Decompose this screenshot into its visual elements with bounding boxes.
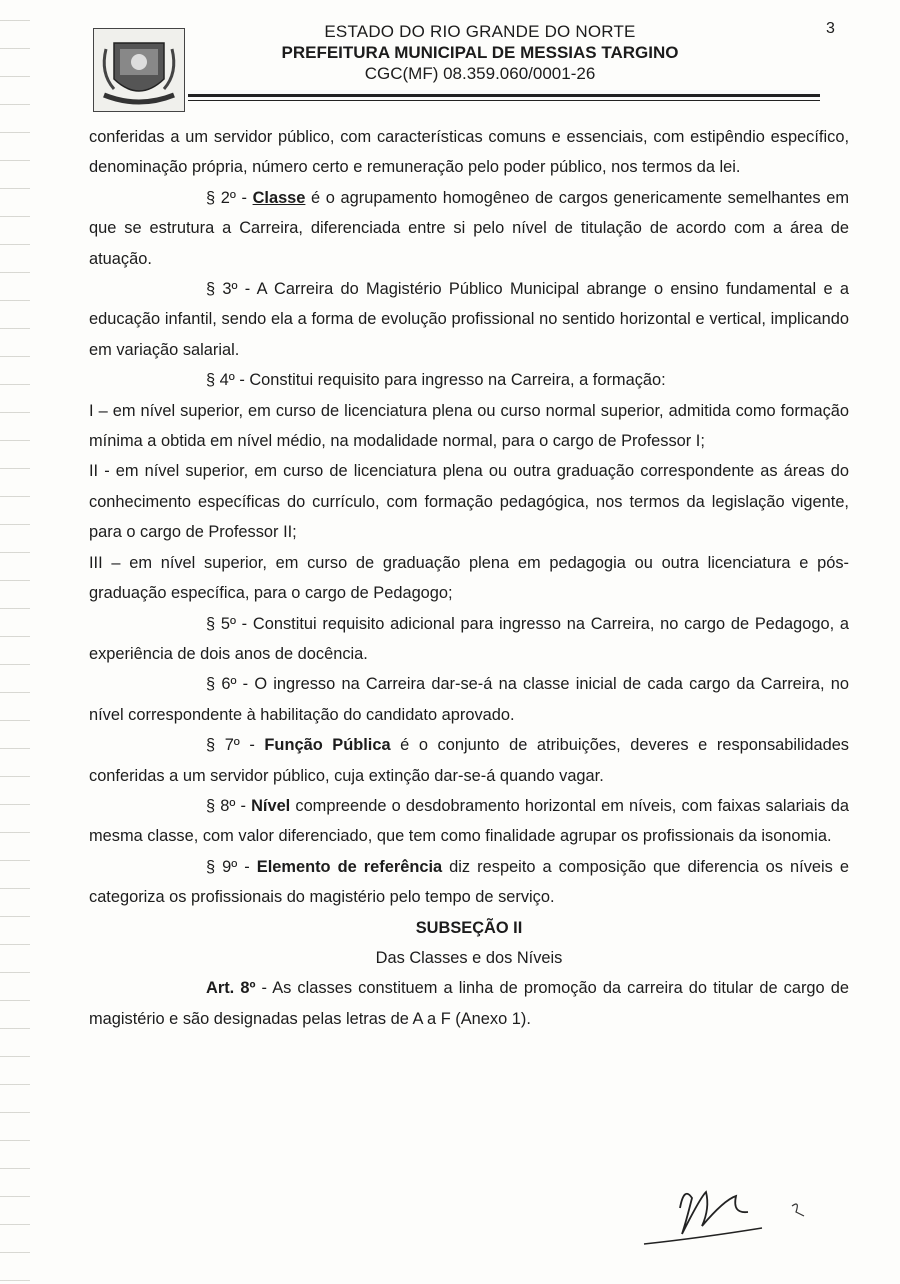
- paragraph-4: § 4º - Constitui requisito para ingresso na Carreira, a formação:: [206, 371, 666, 390]
- paragraph-8: § 8º - Nível compreende o desdobramento horizontal em níveis, com faixas salariais da mesma classe, com valor diferenciado, que tem como finalidade agrupar os profissionais da isonomia.: [89, 796, 849, 846]
- item-ii: II - em nível superior, em curso de licenciatura plena ou outra graduação correspondente as áreas do conhecimento específicas do currículo, com formação pedagógica, nos termos da legislação vigente, para o cargo de Professor II;: [89, 462, 849, 542]
- paragraph-3: § 3º - A Carreira do Magistério Público Municipal abrange o ensino fundamental e a educação infantil, sendo ela a forma de evolução profissional no sentido horizontal e vertical, implicando em variação salarial.: [89, 280, 849, 359]
- term-funcao-publica: Função Pública: [264, 736, 391, 755]
- paragraph-5: § 5º - Constitui requisito adicional para ingresso na Carreira, no cargo de Pedagogo, a experiência de dois anos de docência.: [89, 614, 849, 663]
- term-classe: Classe: [252, 188, 306, 207]
- document-header: [200, 22, 760, 85]
- signature: [640, 1178, 820, 1258]
- header-prefecture: PREFEITURA MUNICIPAL DE MESSIAS TARGINO: [281, 43, 679, 62]
- paragraph-1: conferidas a um servidor público, com características comuns e essenciais, com estipêndio específico, denominação própria, número certo e remuneração pelo poder público, nos termos da lei.: [89, 128, 849, 177]
- term-nivel: Nível: [251, 796, 291, 815]
- subsection-title: SUBSEÇÃO II: [415, 918, 523, 937]
- term-elemento-referencia: Elemento de referência: [256, 857, 443, 876]
- item-i: I – em nível superior, em curso de licenciatura plena ou curso normal superior, admitida como formação mínima a obtida em nível médio, na modalidade normal, para o cargo de Professor I;: [89, 401, 849, 451]
- paragraph-6: § 6º - O ingresso na Carreira dar-se-á na classe inicial de cada cargo da Carreira, no nível correspondente à habilitação do candidato aprovado.: [89, 675, 849, 724]
- document-body: [89, 122, 849, 1034]
- paragraph-2: § 2º - Classe é o agrupamento homogêneo de cargos genericamente semelhantes em que se estrutura a Carreira, diferenciada entre si pelo nível de titulação de acordo com a área de atuação.: [89, 188, 849, 268]
- municipal-crest: [93, 28, 185, 112]
- paragraph-9: § 9º - Elemento de referência diz respeito a composição que diferencia os níveis e categoriza os profissionais do magistério pelo tempo de serviço.: [89, 857, 849, 907]
- header-cgc: CGC(MF) 08.359.060/0001-26: [364, 64, 596, 83]
- subsection-subtitle: Das Classes e dos Níveis: [375, 948, 563, 967]
- article-8: Art. 8º - As classes constituem a linha de promoção da carreira do titular de cargo de magistério e são designadas pelas letras de A a F (Anexo 1).: [89, 979, 849, 1028]
- header-state: ESTADO DO RIO GRANDE DO NORTE: [324, 22, 636, 41]
- header-rule: [188, 94, 820, 101]
- page-number: 3: [826, 20, 835, 37]
- binding-holes: [0, 0, 30, 1284]
- item-iii: III – em nível superior, em curso de graduação plena em pedagogia ou outra licenciatura e pós-graduação específica, para o cargo de Pedagogo;: [89, 553, 849, 603]
- paragraph-7: § 7º - Função Pública é o conjunto de atribuições, deveres e responsabilidades conferidas a um servidor público, cuja extinção dar-se-á quando vagar.: [89, 736, 849, 785]
